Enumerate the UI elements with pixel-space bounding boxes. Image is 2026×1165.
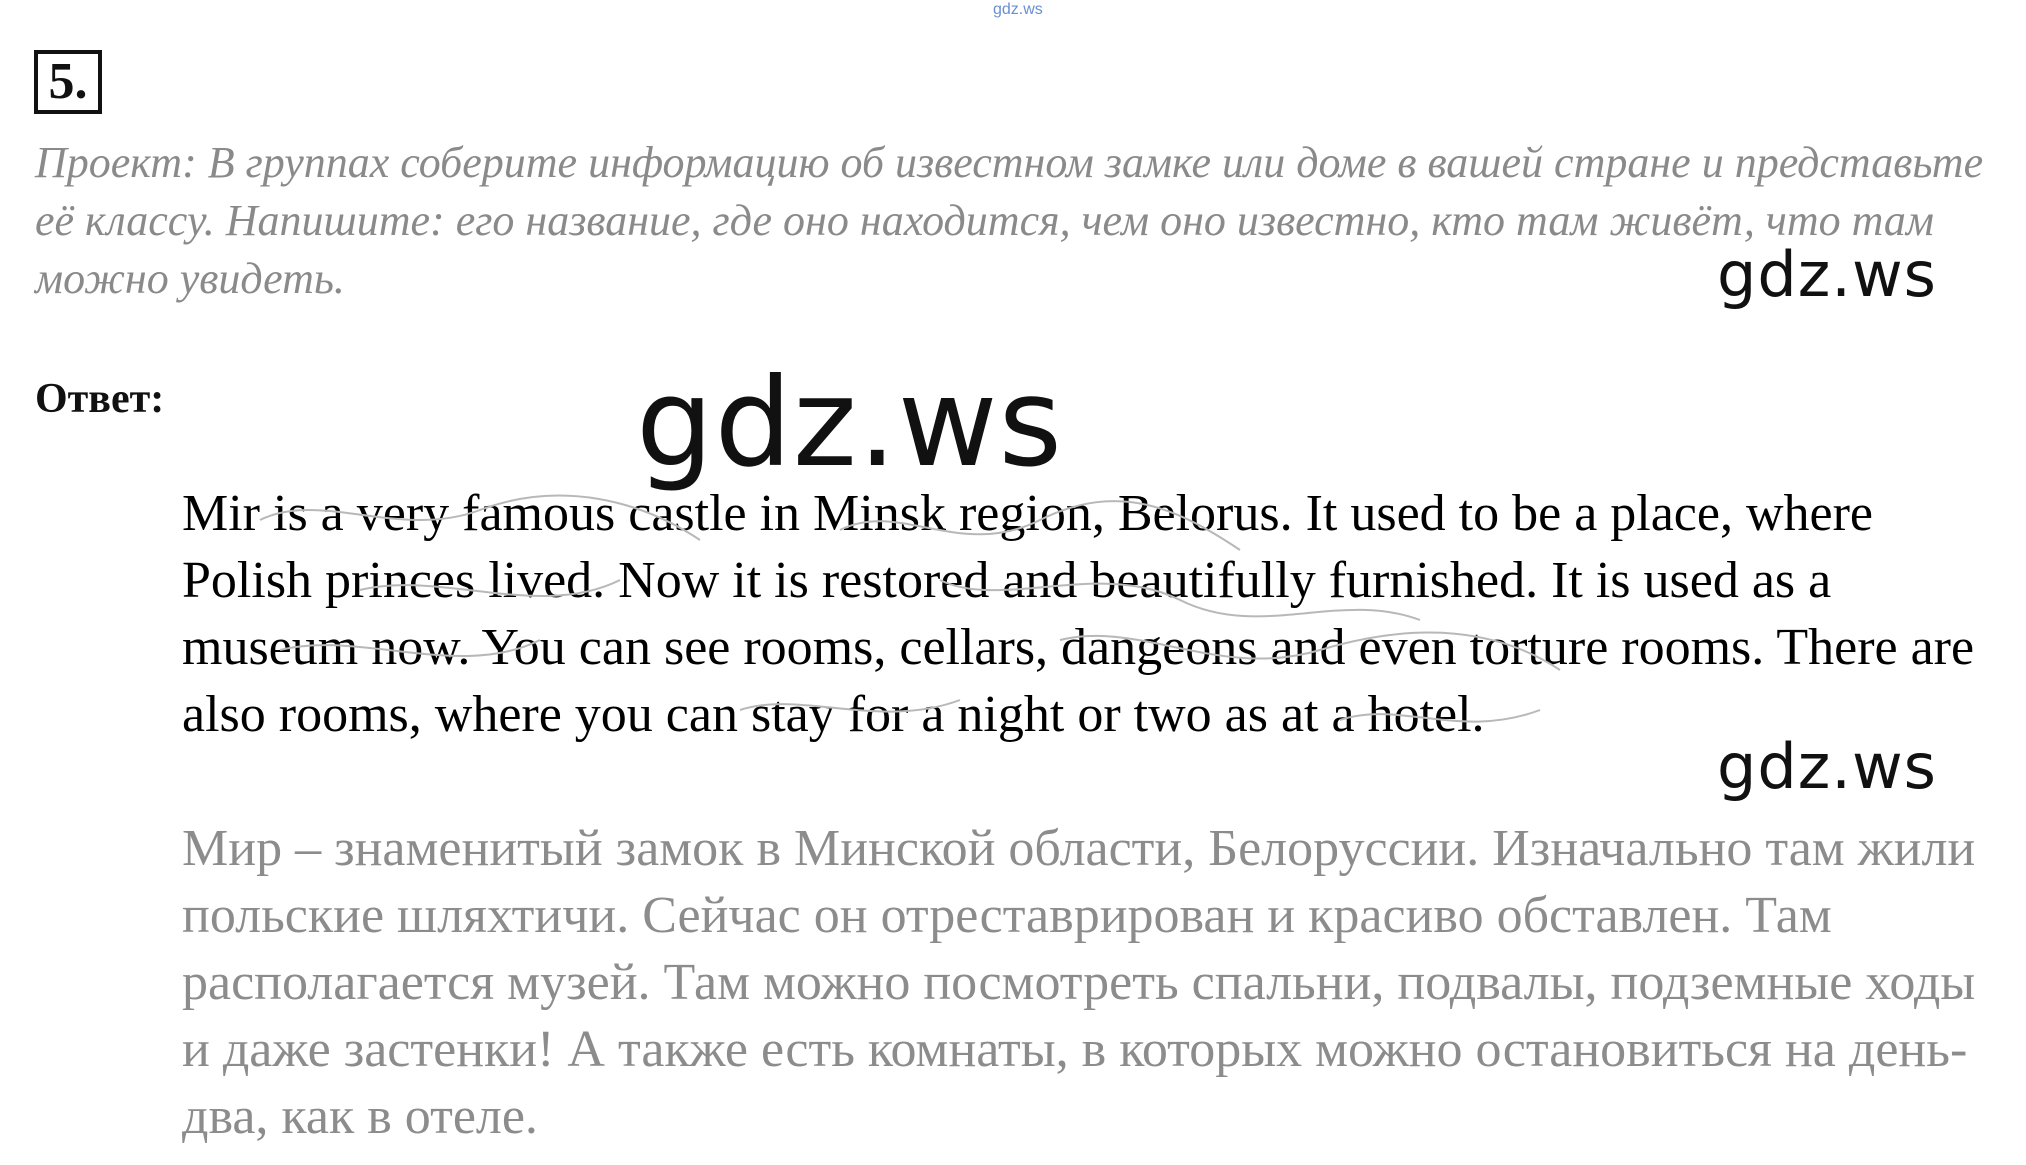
answer-english-text: Mir is a very famous castle in Minsk region, Belorus. It used to be a place, where Polish princes lived. Now it is restored and beautifully furnished. It is used as a museum now. You can see rooms, cellars, dangeons and even torture rooms. There are also rooms, where you can stay for a night or two as at a hotel. xyxy=(182,485,1975,743)
top-watermark: gdz.ws xyxy=(993,1,1043,18)
answer-russian-text: Мир – знаменитый замок в Минской области, Белоруссии. Изначально там жили польские шляхтичи. Сейчас он отреставрирован и красиво обставлен. Там располагается музей. Там можно посмотреть спальни, подвалы, подземные ходы и даже застенки! А также есть комнаты, в которых можно остановиться на день-два, как в отеле. xyxy=(182,820,1976,1145)
task-instruction: Проект: В группах соберите информацию об известном замке или доме в вашей стране и представьте её классу. Напишите: его название, где оно находится, чем оно известно, кто там живёт, что там можно увидеть. xyxy=(35,138,1984,303)
answer-label: Ответ: xyxy=(35,376,165,422)
watermark-right-top: gdz.ws xyxy=(1717,238,1937,311)
watermark-right-bottom: gdz.ws xyxy=(1717,730,1937,803)
watermark-center: gdz.ws xyxy=(636,352,1064,494)
task-number-box: 5. xyxy=(34,50,102,114)
